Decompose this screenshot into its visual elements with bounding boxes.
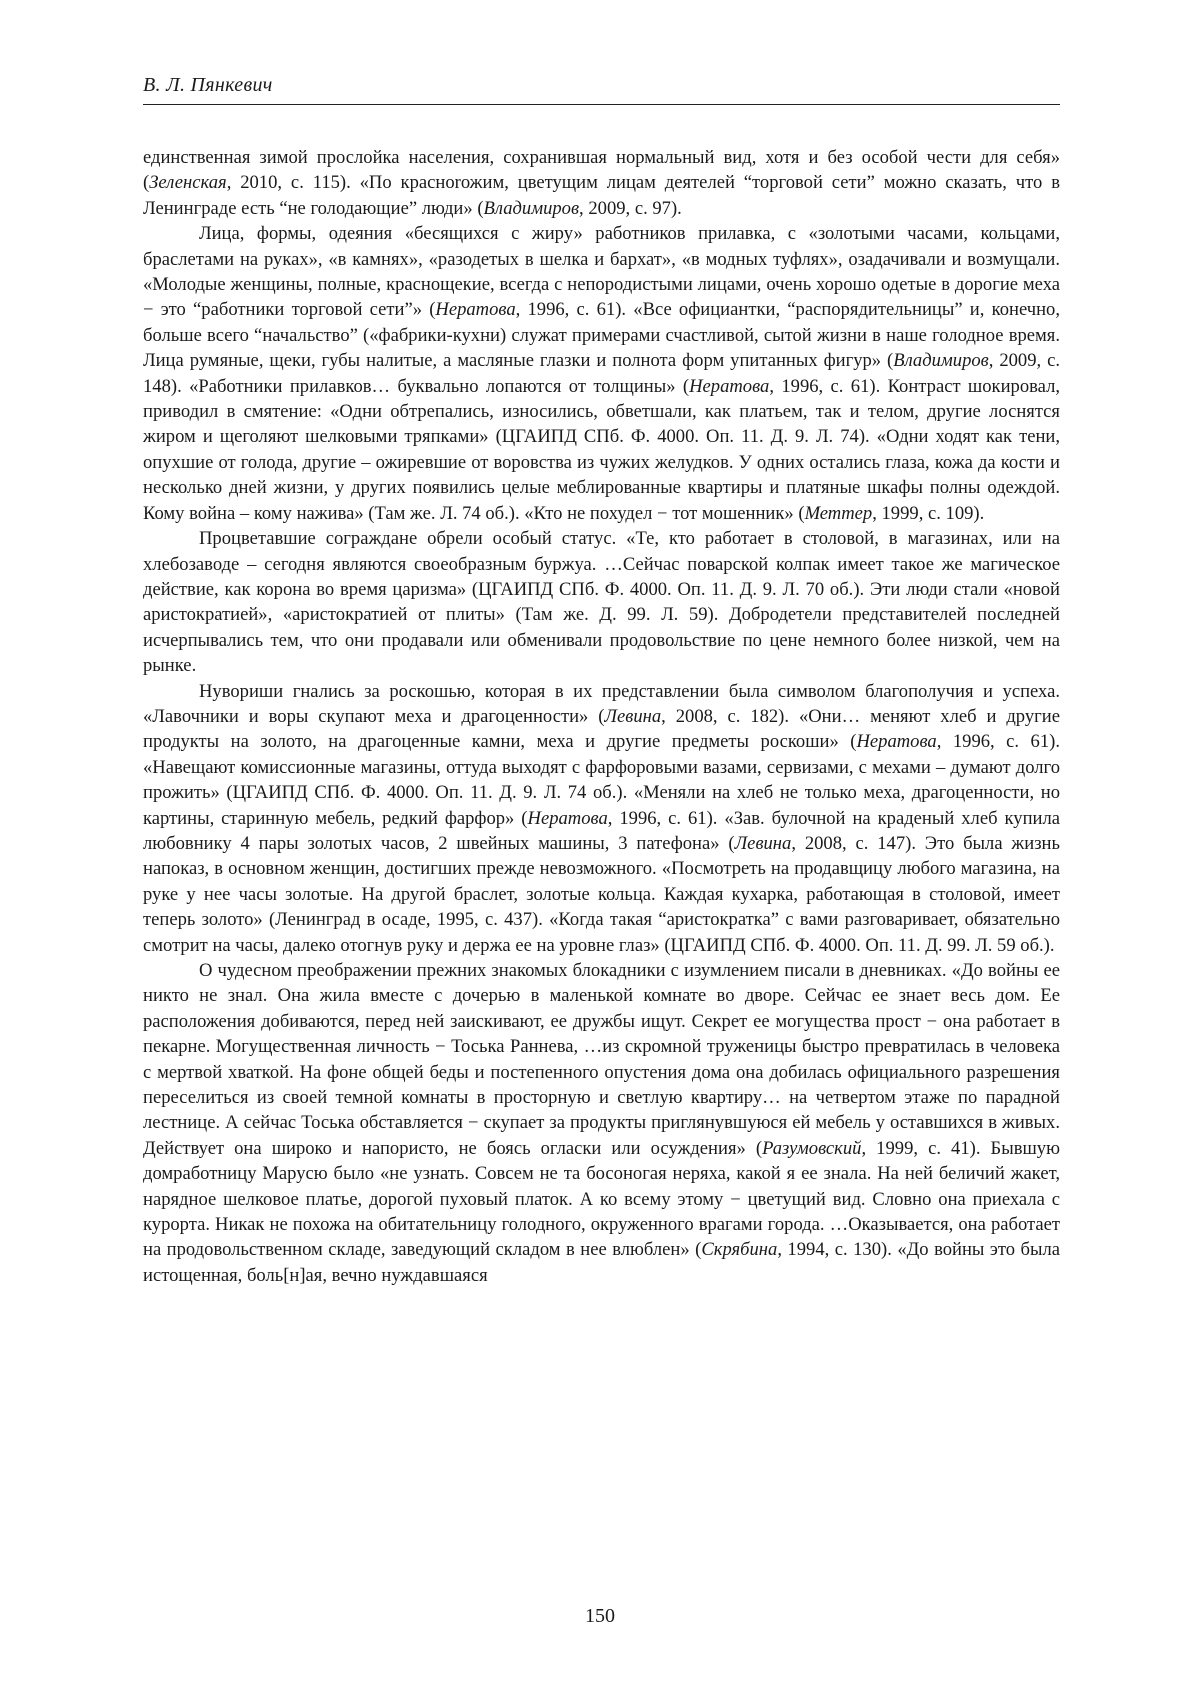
text-run: , 1994, с. 130). «До войны это была истощенная, боль[н]ая, вечно нуждавшаяся <box>143 1239 1060 1286</box>
paragraph <box>143 526 1060 678</box>
paragraph <box>143 679 1060 958</box>
body-text <box>143 145 1060 1288</box>
citation-author: Левина <box>734 832 792 854</box>
text-run: , 1999, с. 109). <box>872 502 985 524</box>
citation-author: Зеленская <box>149 172 227 194</box>
citation-author: Владимиров <box>893 350 989 372</box>
citation-author: Нератова <box>856 731 937 753</box>
page-number: 150 <box>585 1605 615 1627</box>
citation-author: Меттер <box>804 502 873 524</box>
citation-author: Разумовский <box>762 1137 862 1159</box>
paragraph <box>143 221 1060 526</box>
paragraph <box>143 145 1060 221</box>
running-head <box>143 70 1060 105</box>
text-run: , 1996, с. 61). «Навещают комиссионные магазины, оттуда выходят с фарфоровыми вазами, сервизами, с мехами – думают долго прожить» (ЦГАИПД СПб. Ф. 4000. Оп. 11. Д. 9. Л. 74 об.). «Меняли на хлеб не только меха, драгоценности, но картины, старинную мебель, редкий фарфор» ( <box>143 731 1060 829</box>
text-run: Процветавшие сограждане обрели особый статус. «Те, кто работает в столовой, в магазинах, или на хлебозаводе – сегодня являются своеобразным буржуа. …Сейчас поварской колпак имеет такое же магическое действие, как корона во время царизма» (ЦГАИПД СПб. Ф. 4000. Оп. 11. Д. 9. Л. 70 об.). Эти люди стали «новой аристократией», «аристократией от плиты» (Там же. Д. 99. Л. 59). Добродетели представителей последней исчерпывались тем, что они продавали или обменивали продовольствие по цене немного более низкой, чем на рынке. <box>143 528 1060 677</box>
running-head-author: В. Л. Пянкевич <box>143 74 273 96</box>
text-run: , 1996, с. 61). «Зав. булочной на краденый хлеб купила любовнику 4 пары золотых часов, 2 швейных машины, 3 патефона» ( <box>143 807 1061 854</box>
text-run: , 2009, с. 148). «Работники прилавков… буквально лопаются от толщины» ( <box>143 350 1060 397</box>
text-run: , 2008, с. 182). «Они… меняют хлеб и другие продукты на золото, на драгоценные камни, меха и другие предметы роскоши» ( <box>143 705 1060 753</box>
text-run: О чудесном преображении прежних знакомых блокадники с изумлением писали в дневниках. «До войны ее никто не знал. Она жила вместе с дочерью в маленькой комнате во дворе. Сейчас ее знает весь дом. Ее расположения добиваются, перед ней заискивают, ее дружбы ищут. Секрет ее могущества прост − она работает в пекарне. Могущественная личность − Тоська Раннева, …из скромной труженицы быстро превратилась в человека с мертвой хваткой. На фоне общей беды и постепенного опустения дома она добилась официального разрешения переселиться из своей темной комнаты в просторную и светлую квартиру… на четвертом этаже по парадной лестнице. А сейчас Тоська обставляется − скупает за продукты приглянувшуюся ей мебель у оставшихся в живых. Действует она широко и напористо, не боясь огласки или осуждения» ( <box>143 960 1060 1159</box>
text-run: единственная зимой прослойка населения, сохранившая нормальный вид, хотя и без особой чести для себя» ( <box>143 147 1060 194</box>
text-run: Лица, формы, одеяния «бесящихся с жиру» работников прилавка, с «золотыми часами, кольцами, браслетами на руках», «в камнях», «разодетых в шелка и бархат», «в модных туфлях», озадачивали и возмущали. «Молодые женщины, полные, краснощекие, всегда с непородистыми лицами, очень хорошо одетые в дорогие меха − это “работники торговой сети”» ( <box>143 223 1060 321</box>
text-run: , 2009, с. 97). <box>579 197 682 219</box>
citation-author: Владимиров <box>483 197 580 219</box>
text-run: , 2010, с. 115). «По красноrожим, цветущим лицам деятелей “торговой сети” можно сказать, что в Ленинграде есть “не голодающие” люди» ( <box>143 172 1060 219</box>
citation-author: Левина <box>604 705 662 727</box>
citation-author: Нератова <box>689 375 770 397</box>
text-run: Нувориши гнались за роскошью, которая в их представлении была символом благополучия и успеха. «Лавочники и воры скупают меха и драгоценности» ( <box>143 680 1060 727</box>
paragraph <box>143 958 1060 1288</box>
citation-author: Нератова <box>527 807 608 829</box>
citation-author: Скрябина <box>701 1239 778 1261</box>
citation-author: Нератова <box>435 299 516 321</box>
text-run: , 1999, с. 41). Бывшую домработницу Марусю было «не узнать. Совсем не та босоногая неряха, какой я ее знала. На ней беличий жакет, нарядное шелковое платье, дорогой пуховый платок. А ко всему этому − цветущий вид. Словно она приехала с курорта. Никак не похожа на обитательницу голодного, окруженного врагами города. …Оказывается, она работает на продовольственном складе, заведующий складом в нее влюблен» ( <box>143 1137 1060 1261</box>
text-run: , 1996, с. 61). «Все официантки, “распорядительницы” и, конечно, больше всего “начальство” («фабрики-кухни) служат примерами счастливой, сытой жизни в наше голодное время. Лица румяные, щеки, губы налитые, а масляные глазки и полнота форм упитанных фигур» ( <box>143 299 1060 372</box>
text-run: , 2008, с. 147). Это была жизнь напоказ, в основном женщин, достигших прежде невозможного. «Посмотреть на продавщицу любого магазина, на руке у нее часы золотые. На другой браслет, золотые кольца. Каждая кухарка, работающая в столовой, имеет теперь золото» (Ленинград в осаде, 1995, с. 437). «Когда такая “аристократка” с вами разговаривает, обязательно смотрит на часы, далеко отогнув руку и держа ее на уровне глаз» (ЦГАИПД СПб. Ф. 4000. Оп. 11. Д. 99. Л. 59 об.). <box>143 832 1060 956</box>
text-run: , 1996, с. 61). Контраст шокировал, приводил в смятение: «Одни обтрепались, износились, обветшали, как платьем, так и телом, другие лоснятся жиром и щеголяют шелковыми тряпками» (ЦГАИПД СПб. Ф. 4000. Оп. 11. Д. 9. Л. 74). «Одни ходят как тени, опухшие от голода, другие – ожиревшие от воровства из чужих желудков. У одних остались глаза, кожа да кости и несколько дней жизни, у других появились целые меблированные квартиры и платяные шкафы полны одеждой. Кому война – кому нажива» (Там же. Л. 74 об.). «Кто не похудел − тот мошенник» ( <box>143 375 1060 524</box>
